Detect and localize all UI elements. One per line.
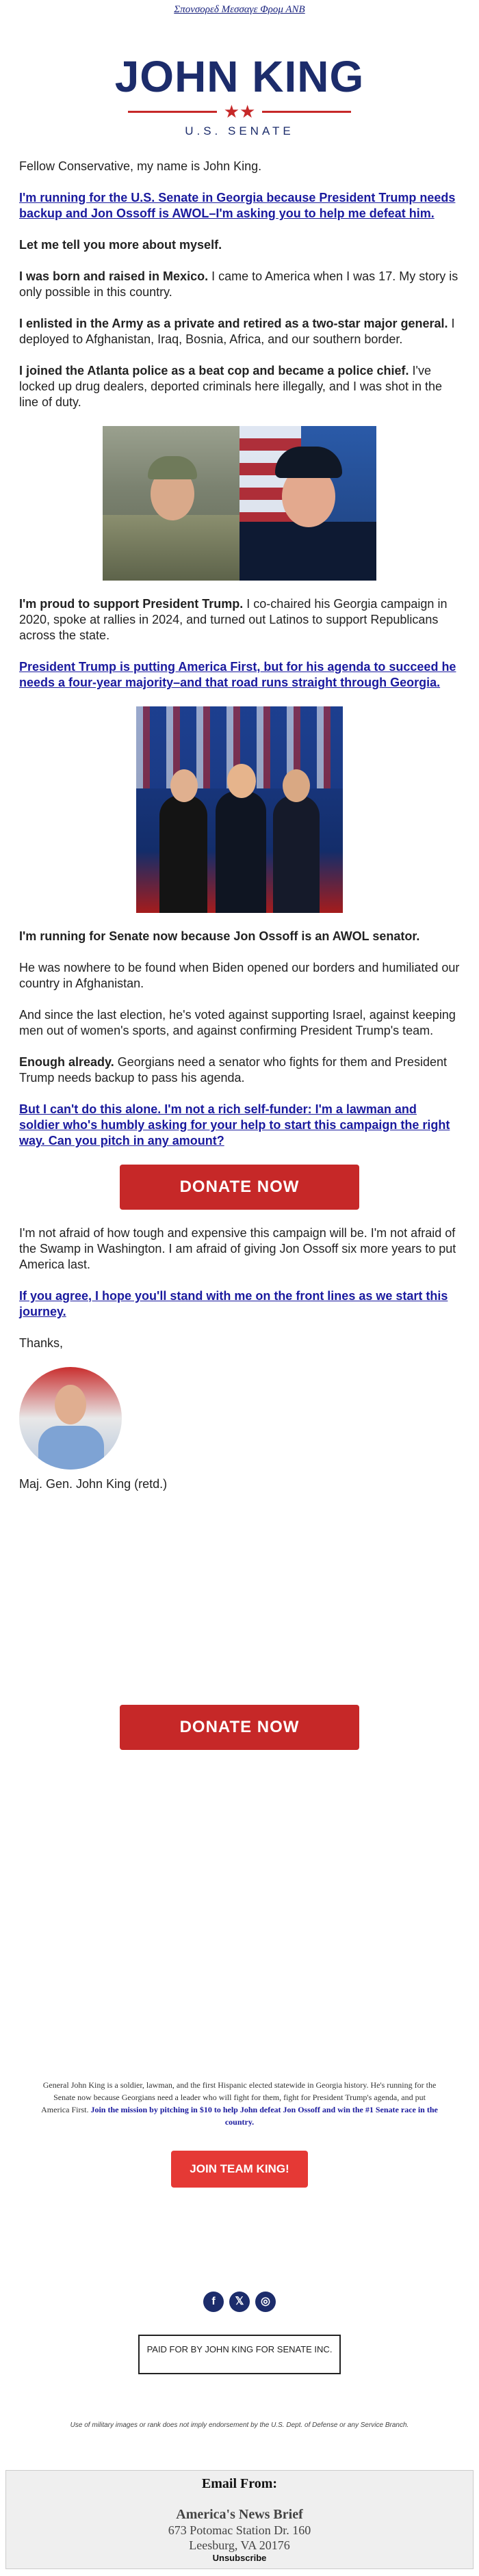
person-left-head	[170, 769, 198, 802]
born-bold: I was born and raised in Mexico.	[19, 269, 209, 283]
facebook-icon[interactable]: f	[203, 2292, 224, 2312]
sender-city: Leesburg, VA 20176	[189, 2538, 290, 2552]
signature-photo	[19, 1367, 122, 1470]
social-icons	[0, 2292, 479, 2312]
greeting: Fellow Conservative, my name is John King.	[19, 159, 262, 173]
email-from-box	[5, 2470, 474, 2569]
sponsored-header-link[interactable]: Σπονσορεδ Μεσσαγε Φρομ ΑΝΒ	[174, 4, 305, 15]
link-running-for-senate[interactable]: I'm running for the U.S. Senate in Georgia because President Trump needs backup and Jon Ossoff is AWOL–I'm asking you to help me defeat him.	[19, 191, 456, 220]
disclaimer-section	[0, 2421, 479, 2429]
person-right-head	[283, 769, 310, 802]
letter-body	[19, 159, 460, 1508]
support-bold: I'm proud to support President Trump.	[19, 597, 244, 611]
army-bold: I enlisted in the Army as a private and retired as a two-star major general.	[19, 317, 448, 330]
paragraph-afraid: I'm not afraid of how tough and expensive this campaign will be. I'm not afraid of the Swamp in Washington. I am afraid of giving Jon Ossoff six more years to put America last.	[19, 1226, 456, 1271]
donate-now-button-2[interactable]: DONATE NOW	[120, 1705, 359, 1750]
photo-group-with-trump	[136, 706, 343, 913]
campaign-logo	[0, 52, 479, 138]
enough-rest: Georgians need a senator who fights for them and President Trump needs backup to pass his agenda.	[19, 1055, 447, 1085]
logo-left-bar	[128, 111, 217, 113]
email-from-section	[0, 2470, 479, 2569]
photo-army-and-police	[103, 426, 376, 581]
sender-org: America's News Brief	[176, 2507, 303, 2522]
unsubscribe-link[interactable]: Unsubscribe	[212, 2553, 267, 2563]
police-uniform-shape	[240, 522, 376, 581]
link-stand-with-me[interactable]: If you agree, I hope you'll stand with me on the front lines as we start this journey.	[19, 1289, 448, 1318]
paragraph-support	[19, 596, 460, 643]
paragraph-since: And since the last election, he's voted against supporting Israel, against keeping men out of women's sports, and against confirming President Trump's team.	[19, 1008, 456, 1037]
uniform-shape	[103, 515, 240, 581]
logo-office: U.S. SENATE	[185, 124, 294, 137]
instagram-icon[interactable]: ◎	[255, 2292, 276, 2312]
join-team-king-button[interactable]: JOIN TEAM KING!	[171, 2151, 308, 2188]
paragraph-police	[19, 363, 460, 410]
army-cap	[148, 456, 197, 479]
x-twitter-icon[interactable]: 𝕏	[229, 2292, 250, 2312]
paragraph-nowhere: He was nowhere to be found when Biden opened our borders and humiliated our country in Afghanistan.	[19, 961, 460, 990]
sig-head	[55, 1385, 86, 1424]
signature-name: Maj. Gen. John King (retd.)	[19, 1477, 168, 1491]
paragraph-born	[19, 269, 460, 300]
person-right-suit	[273, 795, 320, 913]
police-cap	[275, 447, 342, 478]
person-center-suit	[216, 791, 266, 913]
paid-by-box: PAID FOR BY JOHN KING FOR SENATE INC.	[138, 2335, 341, 2374]
more-about-me: Let me tell you more about myself.	[19, 238, 222, 252]
person-left-suit	[159, 795, 207, 913]
join-section	[0, 2151, 479, 2188]
paragraph-enough	[19, 1054, 460, 1086]
military-disclaimer: Use of military images or rank does not imply endorsement by the U.S. Dept. of Defense or any Service Branch.	[70, 2421, 409, 2429]
army-rest: I deployed to Afghanistan, Iraq, Bosnia, Africa, and our southern border.	[19, 317, 455, 346]
email-from-label: Email From:	[201, 2476, 278, 2491]
thanks: Thanks,	[19, 1336, 64, 1350]
photo-police-uniform	[240, 426, 376, 581]
footer-bio-link[interactable]: Join the mission by pitching in $10 to help John defeat Jon Ossoff and win the #1 Senate race in the country.	[90, 2105, 438, 2127]
born-rest: I came to America when I was 17. My story is only possible in this country.	[19, 269, 458, 299]
social-section	[0, 2292, 479, 2312]
support-rest: I co-chaired his Georgia campaign in 2020, spoke at rallies in 2024, and turned out Latinos to support Republicans across the state.	[19, 597, 448, 642]
police-rest: I've locked up drug dealers, deported criminals here illegally, and I was shot in the line of duty.	[19, 364, 443, 409]
sig-shirt	[38, 1426, 104, 1470]
link-pitch-in[interactable]: But I can't do this alone. I'm not a rich self-funder: I'm a lawman and soldier who's humbly asking for your help to start this campaign the right way. Can you pitch in any amount?	[19, 1102, 450, 1147]
footer-bio-text: General John King is a soldier, lawman, and the first Hispanic elected statewide in Georgia history. He's running for the Senate now because Georgians need a leader who will fight for them, fight for President Trump's agenda, and put America First.	[41, 2080, 437, 2114]
photo-army-uniform	[103, 426, 240, 581]
footer-bio-section	[0, 2079, 479, 2128]
paragraph-army	[19, 316, 460, 347]
footer-bio	[41, 2079, 438, 2128]
awol-senator: I'm running for Senate now because Jon Ossoff is an AWOL senator.	[19, 929, 420, 943]
person-center-head	[227, 764, 256, 798]
star-icon: ★★	[223, 101, 256, 122]
donate-now-button-1[interactable]: DONATE NOW	[120, 1165, 359, 1210]
link-america-first[interactable]: President Trump is putting America First, but for his agenda to succeed he needs a four-year majority–and that road runs straight through Georgia.	[19, 660, 456, 689]
donate-section-2	[0, 1705, 479, 1750]
police-bold: I joined the Atlanta police as a beat cop and became a police chief.	[19, 364, 409, 377]
paid-by-section	[0, 2335, 479, 2374]
logo-stars-row	[0, 103, 479, 120]
sender-street: 673 Potomac Station Dr. 160	[168, 2523, 311, 2537]
logo-right-bar	[262, 111, 351, 113]
enough-bold: Enough already.	[19, 1055, 114, 1069]
logo-name: JOHN KING	[114, 52, 365, 101]
